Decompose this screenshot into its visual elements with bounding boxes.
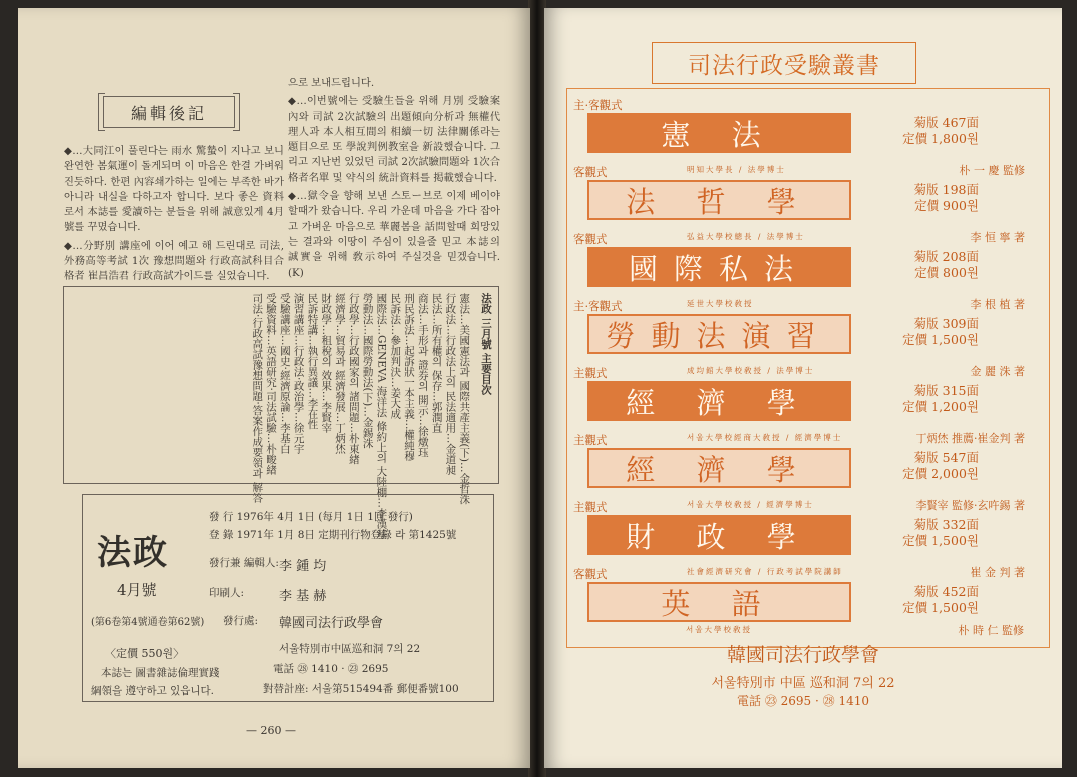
book-specs bbox=[879, 249, 979, 281]
contents-item: 演習講座…行政法·政治學…徐元宇 bbox=[292, 293, 305, 454]
book-title-banner: 英 語 bbox=[587, 582, 851, 622]
book-title-banner: 法 哲 學 bbox=[587, 180, 851, 220]
publisher-phone: 電話 ㉓ 2695 · ㉘ 1410 bbox=[737, 694, 869, 708]
contents-item: 國際法…GENEVA 海洋法 條約上의 大陸棚…李漢基 bbox=[375, 293, 388, 540]
author-name: 金 麗 洙 著 bbox=[970, 365, 1025, 378]
author-affiliation: 弘益大學校總長 / 法學博士 bbox=[687, 232, 805, 241]
publisher-address: 서울特別市 中區 巡和洞 7의 22 bbox=[711, 676, 895, 691]
phone: 電話 ㉘ 1410 · ㉓ 2695 bbox=[273, 663, 389, 675]
book-list-frame bbox=[566, 88, 1050, 648]
book-category: 主觀式 bbox=[573, 500, 608, 514]
contents-item: 民訴法…參加判決…姜大成 bbox=[389, 293, 402, 419]
book-author bbox=[687, 296, 1025, 312]
contents-item: 財政學…租稅의 效果…李賢宰 bbox=[320, 293, 333, 433]
editor-name: 李 鍾 均 bbox=[279, 559, 327, 574]
page-number: — 260 — bbox=[246, 724, 296, 737]
contents-item: 受驗資料…英語研究·司法試驗…朴畯緖 bbox=[265, 293, 278, 475]
book-format: 菊版 208面 bbox=[913, 249, 979, 264]
book-format: 菊版 198面 bbox=[913, 182, 979, 197]
issue-label: 4月號 bbox=[117, 581, 157, 599]
editorial-paragraph: ◆…大同江이 풀린다는 雨水 驚蟄이 지나고 보니 완연한 봄氣運이 돌게되며 이 마음은 한결 가벼워진듯하다. 한편 內容쇄가하는 일에는 부족한 바가 아니라 내실을 다하고자 합니다. 보다 좋은 資料로서 本誌를 愛讀하는 분들을 위해 誠意있게 4月號를 꾸몄습니다. bbox=[64, 145, 284, 234]
book-format: 菊版 315面 bbox=[913, 383, 979, 398]
book-format: 菊版 547面 bbox=[913, 450, 979, 465]
editorial-column-1 bbox=[64, 144, 284, 288]
author-name: 朴 一 慶 監修 bbox=[959, 164, 1025, 177]
book-author bbox=[687, 363, 1025, 379]
author-name: 李 根 植 著 bbox=[970, 298, 1025, 311]
contents-item: 經濟學…貿易과 經濟發展…丁炳烋 bbox=[334, 293, 347, 454]
editor-label: 發行兼 編輯人: bbox=[209, 557, 279, 569]
book-price: 定價 1,500원 bbox=[902, 332, 979, 347]
publisher-name: 韓國司法行政學會 bbox=[726, 644, 879, 666]
book-price: 定價 800원 bbox=[914, 265, 979, 280]
contents-item: 商法…手形과 證券의 開示…徐燉珏 bbox=[416, 293, 429, 458]
contents-item: 憲法…美國憲法과 國際共產主義(下)…金哲洙 bbox=[458, 293, 471, 505]
book-category: 主觀式 bbox=[573, 433, 608, 447]
book-title-banner: 經 濟 學 bbox=[587, 381, 851, 421]
editorial-paragraph: ◆…分野別 講座에 이어 예고 해 드린대로 司法, 外務高等考試 1次 豫想問題와 行政高試科目合格者 崔昌浩君 行政高試가이드를 실었습니다. bbox=[64, 239, 284, 283]
printer-label: 印刷人: bbox=[209, 587, 245, 599]
editorial-paragraph: ◆…이번號에는 受驗生들을 위해 月別 受驗案內와 司試 2次試驗의 出題傾向分析과 無權代理人과 本人相互間의 相續一切 法律關係라는 題目으로 또 學說判例教室을 新設했습니다. 그리고 지난번 있었던 司試 2次試驗問題와 1次合格者名單 및 약식의 統計資料를 掲載했습니다. bbox=[288, 95, 500, 184]
book-category: 主·客觀式 bbox=[573, 299, 623, 313]
address: 서울特別市中區巡和洞 7의 22 bbox=[279, 643, 421, 655]
book-price: 定價 1,200원 bbox=[902, 399, 979, 414]
author-name: 丁炳烋 推薦·崔金判 著 bbox=[915, 432, 1025, 445]
book-title-banner: 憲 法 bbox=[587, 113, 851, 153]
ethics-line-2: 綱領을 遵守하고 있읍니다. bbox=[91, 685, 215, 697]
publisher-label: 發行處: bbox=[223, 615, 259, 627]
author-name: 崔 金 判 著 bbox=[970, 566, 1025, 579]
contents-item: 受驗講座…國史·經濟原論…李基白 bbox=[278, 293, 291, 454]
editorial-paragraph: ◆…獄令을 향해 보낸 스토ー브로 이제 베이야 할때가 왔습니다. 우리 가운데 마음을 가다 잡아고 가벼운 마음으로 華麗봄을 話問할때 희망있는 결과와 이땅이 주심이 있을줄 믿고 本誌의 誠實을 위해 敎示하여 주실것을 믿겠습니다. (K) bbox=[288, 190, 500, 279]
author-affiliation: 明知大學長 / 法學博士 bbox=[687, 165, 786, 174]
book-title-banner: 財 政 學 bbox=[587, 515, 851, 555]
book-price: 定價 2,000원 bbox=[902, 466, 979, 481]
editorial-paragraph: 으로 보내드립니다. bbox=[288, 77, 375, 89]
contents-item: 民法…所有權의 保存…郭潤直 bbox=[430, 293, 443, 433]
author-affiliation: 서울大學校經商大敎授 / 經濟學博士 bbox=[687, 433, 843, 442]
publisher-name: 韓國司法行政學會 bbox=[279, 616, 384, 631]
book-format: 菊版 467面 bbox=[913, 115, 979, 130]
book-specs bbox=[879, 383, 979, 415]
left-page bbox=[18, 8, 530, 768]
series-title: 司法行政受驗叢書 bbox=[652, 42, 916, 84]
author-affiliation: 서울大學校敎授 / 經濟學博士 bbox=[687, 500, 814, 509]
account: 對替計座: 서울第515494番 郵便番號100 bbox=[263, 683, 459, 695]
right-page bbox=[544, 8, 1062, 768]
ethics-line-1: 本誌는 圖書雜誌倫理實踐 bbox=[101, 667, 220, 679]
publish-date: 發 行 1976年 4月 1日 (每月 1日 1回 發行) bbox=[209, 511, 413, 523]
contents-item: 司法·行政高試豫想問題·答案作成要領과 解答 bbox=[251, 293, 264, 503]
book-category: 主觀式 bbox=[573, 366, 608, 380]
final-author bbox=[686, 622, 1024, 638]
author-affiliation: 成均館大學校敎授 / 法學博士 bbox=[687, 366, 815, 375]
book-specs bbox=[879, 182, 979, 214]
author-name: 李賢宰 監修·玄吘錫 著 bbox=[915, 499, 1025, 512]
book-specs bbox=[879, 316, 979, 348]
book-format: 菊版 332面 bbox=[913, 517, 979, 532]
book-specs bbox=[879, 584, 979, 616]
imprint-box bbox=[82, 494, 494, 702]
contents-item: 行政法…行政法上의 民法適用…金道昶 bbox=[444, 293, 457, 475]
book-title-banner: 經 濟 學 bbox=[587, 448, 851, 488]
book-specs bbox=[879, 517, 979, 549]
book-specs bbox=[879, 450, 979, 482]
editorial-column-2 bbox=[288, 76, 500, 284]
author-name: 朴 時 仁 監修 bbox=[958, 624, 1024, 637]
book-price: 定價 900원 bbox=[914, 198, 979, 213]
price: 〈 定價 550원 〉 bbox=[105, 645, 184, 661]
book-price: 定價 1,500원 bbox=[902, 600, 979, 615]
volume-info: (第6卷第4號通卷第62號) bbox=[91, 617, 205, 628]
registration: 登 錄 1971年 1月 8日 定期刊行物登錄 라 第1425號 bbox=[209, 529, 457, 541]
magazine-logo: 法政 bbox=[97, 533, 169, 573]
contents-item: 刑民訴法…起訴狀一本主義…權純穆 bbox=[403, 293, 416, 461]
book-title-banner: 國際私法 bbox=[587, 247, 851, 287]
author-affiliation: 社會經濟研究會 / 行政考試學院講師 bbox=[687, 567, 843, 576]
book-author bbox=[687, 430, 1025, 446]
book-author bbox=[687, 497, 1025, 513]
contents-item: 行政學…行政國家의 諸問題…朴東緖 bbox=[347, 293, 360, 465]
book-category: 客觀式 bbox=[573, 232, 608, 246]
book-specs bbox=[879, 115, 979, 147]
author-affiliation: 延世大學校敎授 bbox=[687, 299, 754, 308]
editorial-title: 編輯後記 bbox=[103, 96, 235, 128]
book-author bbox=[687, 564, 1025, 580]
author-name: 李 恒 寧 著 bbox=[970, 231, 1025, 244]
book-price: 定價 1,800원 bbox=[902, 131, 979, 146]
book-category: 客觀式 bbox=[573, 567, 608, 581]
book-format: 菊版 309面 bbox=[913, 316, 979, 331]
book-category: 主·客觀式 bbox=[573, 98, 623, 112]
book-format: 菊版 452面 bbox=[913, 584, 979, 599]
contents-item: 勞動法…國際勞動法(下)…金錫洙 bbox=[361, 293, 374, 449]
book-author bbox=[687, 229, 1025, 245]
book-category: 客觀式 bbox=[573, 165, 608, 179]
book-title-banner: 勞動法演習 bbox=[587, 314, 851, 354]
printer-name: 李 基 赫 bbox=[279, 589, 327, 604]
book-author bbox=[687, 162, 1025, 178]
book-price: 定價 1,500원 bbox=[902, 533, 979, 548]
author-affiliation: 서울大學校敎授 bbox=[686, 625, 752, 634]
contents-header: 法政 三月號 主要目次 bbox=[480, 293, 492, 395]
contents-item: 民訴特講…執行異議…李在性 bbox=[306, 293, 319, 430]
